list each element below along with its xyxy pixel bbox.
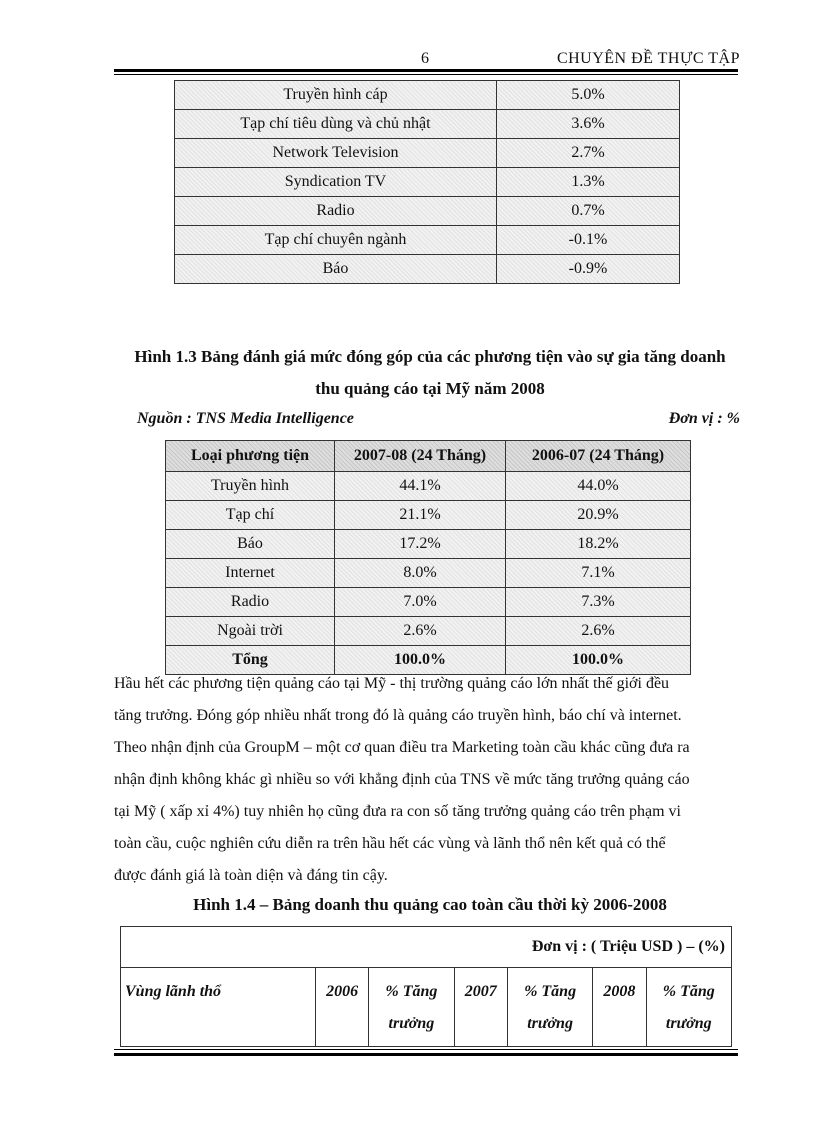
table-row bbox=[166, 588, 691, 617]
table-row bbox=[166, 530, 691, 559]
table-cell: Network Television bbox=[175, 139, 497, 168]
table-cell: 44.1% bbox=[335, 472, 506, 501]
column-header-2007: 2007 bbox=[454, 968, 507, 1047]
table-cell: Truyền hình bbox=[166, 472, 335, 501]
running-header-title: CHUYÊN ĐỀ THỰC TẬP bbox=[556, 50, 740, 67]
table-cell: Tạp chí bbox=[166, 501, 335, 530]
table-row bbox=[166, 559, 691, 588]
table-cell: 17.2% bbox=[335, 530, 506, 559]
figure-caption: Hình 1.4 – Bảng doanh thu quảng cao toàn cầu thời kỳ 2006-2008 bbox=[193, 895, 667, 914]
table-header-row bbox=[121, 968, 732, 1047]
table-unit-row bbox=[121, 927, 732, 968]
table-cell: Báo bbox=[166, 530, 335, 559]
header-line: trưởng bbox=[388, 1015, 435, 1032]
paragraph-line: Hầu hết các phương tiện quảng cáo tại Mỹ - thị trường quảng cáo lớn nhất thế giới đều bbox=[114, 675, 670, 692]
table-row bbox=[175, 139, 680, 168]
table-cell: 8.0% bbox=[335, 559, 506, 588]
column-header-region: Vùng lãnh thổ bbox=[121, 968, 316, 1047]
column-header-growth-2008 bbox=[646, 968, 731, 1047]
header-line: trưởng bbox=[665, 1015, 712, 1032]
table-row bbox=[166, 501, 691, 530]
table-cell: 2.7% bbox=[497, 139, 680, 168]
table-cell: -0.9% bbox=[497, 255, 680, 284]
table-cell: Tổng bbox=[166, 646, 335, 675]
table-cell: Truyền hình cáp bbox=[175, 81, 497, 110]
table-row bbox=[175, 168, 680, 197]
table-cell: 21.1% bbox=[335, 501, 506, 530]
table-row bbox=[175, 255, 680, 284]
table-cell: 1.3% bbox=[497, 168, 680, 197]
table-cell: 100.0% bbox=[335, 646, 506, 675]
table-cell: Báo bbox=[175, 255, 497, 284]
table-cell: 0.7% bbox=[497, 197, 680, 226]
table-cell: 7.1% bbox=[506, 559, 691, 588]
table-cell: 44.0% bbox=[506, 472, 691, 501]
table-cell: 3.6% bbox=[497, 110, 680, 139]
table-cell: Ngoài trời bbox=[166, 617, 335, 646]
growth-table-continued bbox=[174, 80, 680, 284]
column-header: 2006-07 (24 Tháng) bbox=[506, 441, 691, 472]
figure-caption-line1: Hình 1.3 Bảng đánh giá mức đóng góp của các phương tiện vào sự gia tăng doanh bbox=[134, 347, 726, 366]
page-number: 6 bbox=[421, 50, 429, 67]
table-row bbox=[175, 226, 680, 255]
header-line: % Tăng bbox=[385, 983, 438, 1000]
unit-note: Đơn vị : % bbox=[668, 410, 740, 427]
table-cell: -0.1% bbox=[497, 226, 680, 255]
table-row bbox=[175, 81, 680, 110]
table-cell: 7.3% bbox=[506, 588, 691, 617]
paragraph-line: tăng trưởng. Đóng góp nhiều nhất trong đó là quảng cáo truyền hình, báo chí và internet. bbox=[114, 707, 682, 724]
table-row bbox=[166, 472, 691, 501]
header-line: % Tăng bbox=[662, 983, 715, 1000]
unit-cell: Đơn vị : ( Triệu USD ) – (%) bbox=[121, 927, 732, 968]
table-cell: Tạp chí tiêu dùng và chủ nhật bbox=[175, 110, 497, 139]
table-cell: Internet bbox=[166, 559, 335, 588]
table-row bbox=[166, 617, 691, 646]
paragraph-line: toàn cầu, cuộc nghiên cứu diễn ra trên hầu hết các vùng và lãnh thổ nên kết quả có thể bbox=[114, 835, 666, 852]
table-cell: 18.2% bbox=[506, 530, 691, 559]
column-header-growth-2007 bbox=[507, 968, 592, 1047]
header-line: % Tăng bbox=[524, 983, 577, 1000]
paragraph-line: được đánh giá là toàn diện và đáng tin cậy. bbox=[114, 867, 388, 884]
header-line: trưởng bbox=[527, 1015, 573, 1032]
paragraph-line: nhận định không khác gì nhiều so với khẳng định của TNS về mức tăng trưởng quảng cáo bbox=[114, 771, 690, 788]
column-header-2006: 2006 bbox=[316, 968, 369, 1047]
table-cell: 2.6% bbox=[506, 617, 691, 646]
table-cell: Radio bbox=[166, 588, 335, 617]
column-header-growth-2006 bbox=[369, 968, 454, 1047]
table-cell: 100.0% bbox=[506, 646, 691, 675]
table-row bbox=[175, 197, 680, 226]
table-header-row bbox=[166, 441, 691, 472]
column-header-2008: 2008 bbox=[593, 968, 646, 1047]
table-row bbox=[175, 110, 680, 139]
footer-rule-thin bbox=[114, 1049, 738, 1050]
header-rule bbox=[114, 69, 738, 72]
body-paragraph bbox=[114, 668, 740, 892]
footer-rule bbox=[114, 1053, 738, 1056]
column-header: 2007-08 (24 Tháng) bbox=[335, 441, 506, 472]
media-contribution-table bbox=[165, 440, 691, 675]
source-note: Nguồn : TNS Media Intelligence bbox=[137, 410, 354, 427]
paragraph-line: Theo nhận định của GroupM – một cơ quan điều tra Marketing toàn cầu khác cũng đưa ra bbox=[114, 739, 690, 756]
table-cell: 5.0% bbox=[497, 81, 680, 110]
column-header: Loại phương tiện bbox=[166, 441, 335, 472]
table-cell: 7.0% bbox=[335, 588, 506, 617]
table-cell: Radio bbox=[175, 197, 497, 226]
global-ad-revenue-table bbox=[120, 926, 732, 1047]
table-cell: Tạp chí chuyên ngành bbox=[175, 226, 497, 255]
figure-caption-line2: thu quảng cáo tại Mỹ năm 2008 bbox=[315, 379, 545, 398]
header-rule-thin bbox=[114, 74, 738, 75]
table-cell: 20.9% bbox=[506, 501, 691, 530]
table-cell: Syndication TV bbox=[175, 168, 497, 197]
table-cell: 2.6% bbox=[335, 617, 506, 646]
paragraph-line: tại Mỹ ( xấp xỉ 4%) tuy nhiên họ cũng đưa ra con số tăng trưởng quảng cáo trên phạm vi bbox=[114, 803, 681, 820]
